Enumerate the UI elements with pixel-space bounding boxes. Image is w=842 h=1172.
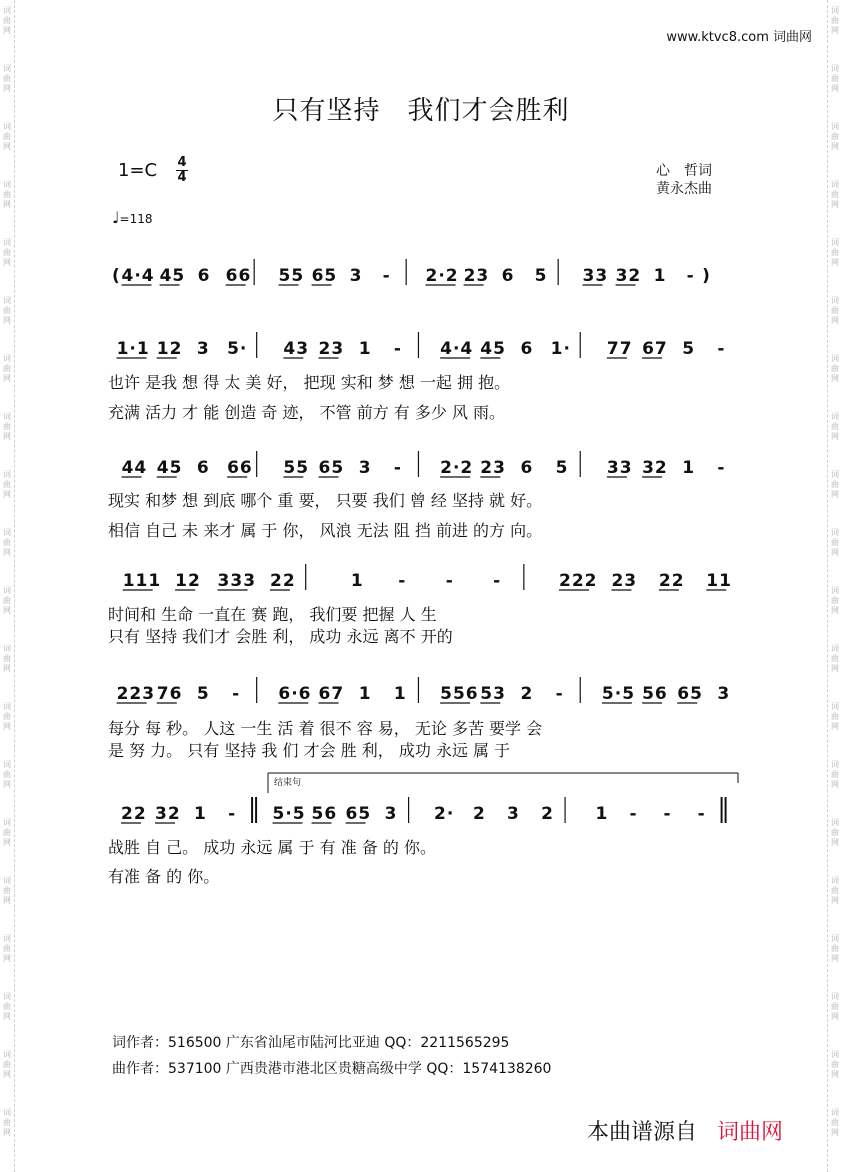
note-group: - (445, 571, 454, 591)
note-group: 43 (283, 339, 310, 359)
watermark-text: 词 曲 网 (3, 1108, 11, 1137)
watermark-text: 词 曲 网 (831, 760, 839, 789)
lyricist-credit: 心 哲词 (656, 163, 712, 179)
watermark-text: 词 曲 网 (831, 180, 839, 209)
watermark-text: 词 曲 网 (3, 412, 11, 441)
watermark-text: 词 曲 网 (3, 470, 11, 499)
watermark-text: 词 曲 网 (3, 296, 11, 325)
note-group: 5 (682, 339, 696, 359)
note-group: 1 (393, 684, 407, 704)
note-group: 222 (559, 571, 598, 591)
note-group: 2 (473, 804, 486, 824)
time-signature-bottom: 4 (177, 170, 187, 185)
note-group: 44 (121, 458, 148, 478)
note-group: 33 (582, 266, 609, 286)
note-group: 22 (658, 571, 685, 591)
note-group: 6·6 (278, 684, 312, 704)
note-group: - (697, 804, 706, 824)
watermark-text: 词 曲 网 (831, 296, 839, 325)
note-group: 1· (550, 339, 571, 359)
note-group: 65 (311, 266, 338, 286)
watermark-text: 词 曲 网 (3, 760, 11, 789)
note-group: 223 (116, 684, 156, 704)
lyric-line: 每分 每 秒。 人这 一生 活 着 很不 容 易， 无论 多苦 要学 会 (108, 719, 543, 738)
watermark-text: 词 曲 网 (831, 528, 839, 557)
note-group: 5 (534, 266, 548, 286)
note-group: 1·1 (116, 339, 150, 359)
watermark-text: 词 曲 网 (3, 992, 11, 1021)
note-group: 2·2 (440, 458, 474, 478)
note-group: 5·5 (601, 684, 636, 704)
note-group: 4·4 (440, 339, 474, 359)
watermark-text: 词 曲 网 (831, 644, 839, 673)
note-group: 23 (463, 266, 490, 286)
watermark-text: 词 曲 网 (831, 238, 839, 267)
note-group: 55 (278, 266, 305, 286)
note-group: 5· (227, 339, 248, 359)
note-group: - (686, 266, 695, 286)
note-group: 5 (196, 684, 210, 704)
note-group: 23 (480, 458, 506, 478)
watermark-text: 词 曲 网 (831, 1050, 839, 1079)
note-group: 77 (606, 339, 633, 359)
note-group: 1 (358, 684, 372, 704)
lyric-line: 现实 和梦 想 到底 哪个 重 要， 只要 我们 曾 经 坚持 就 好。 (108, 491, 543, 510)
watermark-text: 词 曲 网 (831, 354, 839, 383)
watermark-text: 词 曲 网 (831, 1108, 839, 1137)
note-group: 22 (269, 571, 296, 591)
note-group: 67 (318, 684, 345, 704)
note-group: 1 (358, 339, 372, 359)
note-group: 33 (606, 458, 633, 478)
source-note (587, 1115, 783, 1146)
watermark-text: 词 曲 网 (3, 876, 11, 905)
note-group: 65 (345, 804, 372, 824)
note-group: 6 (520, 458, 534, 478)
note-group: 1 (350, 571, 364, 591)
watermark-text: 词 曲 网 (3, 702, 11, 731)
note-group: 3 (384, 804, 398, 824)
note-group: 2 (541, 804, 554, 824)
note-group: 3 (717, 684, 731, 704)
note-group: - (717, 458, 726, 478)
note-group: 1 (682, 458, 696, 478)
watermark-text: 词 曲 网 (3, 644, 11, 673)
note-group: - (382, 266, 391, 286)
watermark-text: 词 曲 网 (831, 64, 839, 93)
composer-credit: 黄永杰曲 (656, 181, 712, 197)
tempo-value: =118 (119, 212, 153, 226)
note-group: 32 (155, 804, 181, 824)
note-group: 111 (122, 571, 162, 591)
song-title: 只有坚持 我们才会胜利 (272, 96, 570, 126)
note-group: 12 (156, 339, 183, 359)
note-group: 56 (311, 804, 338, 824)
watermark-text: 词 曲 网 (831, 992, 839, 1021)
lyric-line: 相信 自己 未 来才 属 于 你， 风浪 无法 阻 挡 前进 的方 向。 (108, 521, 543, 540)
watermark-text: 词 曲 网 (3, 354, 11, 383)
note-group: 22 (121, 804, 147, 824)
note-group: 4·4 (121, 266, 155, 286)
note-group: 3 (507, 804, 520, 824)
watermark-text: 词 曲 网 (3, 528, 11, 557)
lyric-line: 战胜 自 己。 成功 永远 属 于 有 准 备 的 你。 (108, 838, 436, 857)
note-group: 76 (156, 684, 183, 704)
composer-info: 曲作者：537100 广西贵港市港北区贵糖高级中学 QQ：1574138260 (112, 1061, 552, 1077)
watermark-text: 词 曲 网 (831, 876, 839, 905)
site-label[interactable]: www.ktvc8.com 词曲网 (666, 30, 812, 45)
watermark-text: 词 曲 网 (831, 586, 839, 615)
note-group: 65 (677, 684, 703, 704)
lyric-line: 也许 是我 想 得 太 美 好， 把现 实和 梦 想 一起 拥 抱。 (108, 373, 511, 392)
watermark-text: 词 曲 网 (3, 934, 11, 963)
watermark-text: 词 曲 网 (3, 586, 11, 615)
lyric-line: 充满 活力 才 能 创造 奇 迹， 不管 前方 有 多少 风 雨。 (108, 403, 506, 422)
note-group: 66 (225, 266, 252, 286)
note-group: 45 (156, 458, 183, 478)
note-group: 333 (217, 571, 257, 591)
note-group: - (555, 684, 564, 704)
note-group: - (393, 458, 402, 478)
note-group: - (393, 339, 402, 359)
watermark-text: 词 曲 网 (831, 122, 839, 151)
note-group: 32 (642, 458, 668, 478)
note-group: - (398, 571, 407, 591)
key-signature: 1=C (118, 160, 158, 181)
note-group: 2· (434, 804, 455, 824)
note-group: 3 (358, 458, 372, 478)
note-group: 556 (440, 684, 479, 704)
source-brand[interactable]: 词曲网 (717, 1120, 784, 1145)
note-group: 3 (196, 339, 210, 359)
watermark-text: 词 曲 网 (831, 818, 839, 847)
note-group: 3 (349, 266, 363, 286)
watermark-text: 词 曲 网 (3, 818, 11, 847)
note-group: 56 (642, 684, 668, 704)
note-group: - (663, 804, 672, 824)
ending-label: 结束句 (274, 778, 302, 788)
note-group: 1 (653, 266, 667, 286)
note-group: - (493, 571, 502, 591)
note-group: 45 (159, 266, 186, 286)
note-group: 11 (706, 571, 732, 591)
note-group: 23 (611, 571, 638, 591)
note-group: - (629, 804, 638, 824)
lyric-line: 只有 坚持 我们才 会胜 利， 成功 永远 离不 开的 (108, 627, 453, 646)
note-group: 5 (555, 458, 569, 478)
watermark-text: 词 曲 网 (831, 412, 839, 441)
note-group: 66 (227, 458, 253, 478)
note-group: 32 (615, 266, 642, 286)
watermark-text: 词 曲 网 (3, 122, 11, 151)
lyricist-info: 词作者：516500 广东省汕尾市陆河比亚迪 QQ：2211565295 (112, 1035, 510, 1051)
note-group: - (228, 804, 237, 824)
note-group: - (232, 684, 241, 704)
lyric-line: 有准 备 的 你。 (108, 867, 220, 886)
note-group: 1 (595, 804, 609, 824)
paren-open: ( (112, 266, 120, 286)
note-group: 12 (175, 571, 201, 591)
lyric-line: 时间和 生命 一直在 赛 跑， 我们要 把握 人 生 (108, 605, 437, 624)
time-signature-top: 4 (177, 155, 187, 170)
watermark-text: 词 曲 网 (831, 702, 839, 731)
source-text: 本曲谱源自 (587, 1120, 698, 1145)
note-group: 6 (197, 266, 211, 286)
watermark-text: 词 曲 网 (3, 1050, 11, 1079)
note-group: 23 (318, 339, 345, 359)
note-group: 55 (283, 458, 310, 478)
lyric-line: 是 努 力。 只有 坚持 我 们 才会 胜 利， 成功 永远 属 于 (108, 741, 511, 760)
quarter-note-icon: ♩ (112, 208, 120, 227)
note-group: 67 (642, 339, 668, 359)
note-group: 5·5 (272, 804, 306, 824)
note-group: 2·2 (425, 266, 459, 286)
note-group: 6 (520, 339, 534, 359)
note-group: 45 (480, 339, 506, 359)
watermark-text: 词 曲 网 (831, 934, 839, 963)
note-group: 53 (480, 684, 506, 704)
watermark-text: 词 曲 网 (3, 238, 11, 267)
watermark-text: 词 曲 网 (3, 6, 11, 35)
watermark-text: 词 曲 网 (3, 64, 11, 93)
note-group: 6 (196, 458, 210, 478)
note-group: 1 (194, 804, 207, 824)
watermark-text: 词 曲 网 (3, 180, 11, 209)
note-group: 6 (501, 266, 515, 286)
watermark-text: 词 曲 网 (831, 6, 839, 35)
note-group: 65 (318, 458, 345, 478)
watermark-text: 词 曲 网 (831, 470, 839, 499)
note-group: 2 (520, 684, 534, 704)
paren-close: ) (702, 266, 710, 286)
note-group: - (717, 339, 726, 359)
